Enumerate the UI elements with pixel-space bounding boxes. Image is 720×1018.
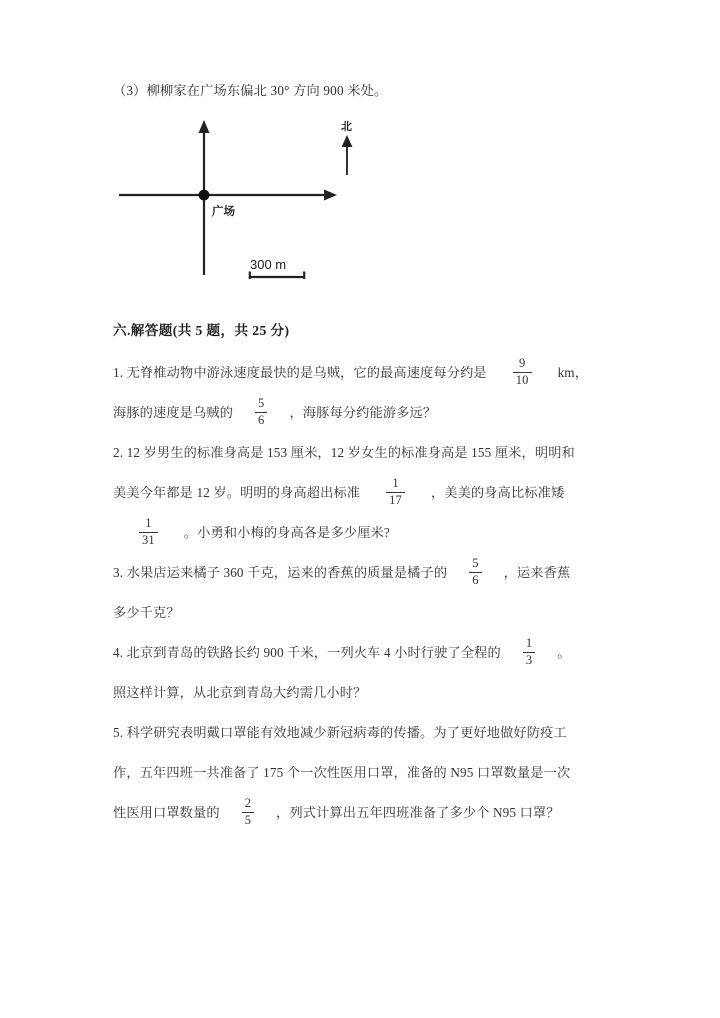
- vertical-axis-arrow-head: [199, 120, 210, 133]
- problem-text: 3. 水果店运来橘子 360 千克，运来的香蕉的质量是橘子的: [113, 565, 448, 581]
- section-heading: 六.解答题(共 5 题，共 25 分): [113, 323, 290, 339]
- problem-text: 2. 12 岁男生的标准身高是 153 厘米，12 岁女生的标准身高是 155 厘米，明明和: [113, 445, 575, 461]
- fraction-numerator: 9: [518, 356, 526, 371]
- problem-text: 4. 北京到青岛的铁路长约 900 千米，一列火车 4 小时行驶了全程的: [113, 645, 501, 661]
- problem-text: km，: [557, 365, 589, 381]
- fraction-denominator: 5: [242, 812, 254, 827]
- fraction-denominator: 3: [523, 652, 535, 667]
- problem-5-line: [113, 793, 633, 833]
- fraction-numerator: 1: [392, 476, 399, 491]
- problem-5-line: [113, 713, 633, 753]
- problem-4-line: [113, 633, 633, 673]
- problem-text: 。小勇和小梅的身高各是多少厘米?: [183, 525, 390, 541]
- fraction: [242, 797, 254, 826]
- problem-3-line: [113, 553, 633, 593]
- fraction-numerator: 1: [145, 516, 152, 531]
- problem-text: 作，五年四班一共准备了 175 个一次性医用口罩，准备的 N95 口罩数量是一次: [113, 765, 571, 781]
- fraction-denominator: 31: [139, 532, 158, 547]
- fraction: [513, 357, 532, 386]
- problem-2-line: [113, 433, 633, 473]
- problem-4-line: [113, 673, 633, 713]
- fraction: [386, 477, 405, 506]
- fraction-denominator: 10: [513, 372, 532, 387]
- problem-text: ，运来香蕉: [503, 565, 571, 581]
- problem-text: ，列式计算出五年四班准备了多少个 N95 口罩？: [276, 805, 560, 821]
- fraction-numerator: 1: [525, 636, 533, 651]
- east-arrow-head: [324, 190, 337, 201]
- problem-2-line: [113, 473, 633, 513]
- fraction-numerator: 5: [258, 396, 265, 411]
- fraction: [469, 557, 481, 586]
- question-3-prompt: （3）柳柳家在广场东偏北 30° 方向 900 米处。: [113, 83, 388, 98]
- problem-text: ，海豚每分约能游多远？: [289, 405, 437, 421]
- problem-2-line: [113, 513, 633, 553]
- north-label: 北: [341, 121, 352, 134]
- page-content: [113, 78, 633, 833]
- problem-text: 照这样计算，从北京到青岛大约需几小时？: [113, 685, 367, 701]
- problem-5-line: [113, 753, 633, 793]
- fraction-denominator: 6: [469, 572, 481, 587]
- origin-label: 广场: [212, 206, 235, 219]
- problem-text: 1. 无脊椎动物中游泳速度最快的是乌贼，它的最高速度每分约是: [113, 365, 487, 381]
- direction-map-svg: [119, 103, 449, 293]
- problem-text: 。: [557, 645, 571, 661]
- problem-1-line: [113, 393, 633, 433]
- fraction: [255, 397, 267, 426]
- problem-3-line: [113, 593, 633, 633]
- problem-text: 海豚的速度是乌贼的: [113, 405, 234, 421]
- origin-dot: [199, 190, 210, 201]
- fraction: [139, 517, 158, 546]
- problem-text: 美美今年都是 12 岁。明明的身高超出标准: [113, 485, 361, 501]
- problem-text: 性医用口罩数量的: [113, 805, 220, 821]
- direction-map-figure: [119, 103, 449, 293]
- problem-list: [113, 353, 633, 833]
- problem-text: 5. 科学研究表明戴口罩能有效地减少新冠病毒的传播。为了更好地做好防疫工: [113, 725, 567, 741]
- problem-text: ，美美的身高比标准矮: [430, 485, 565, 501]
- problem-text: 多少千克？: [113, 605, 180, 621]
- fraction-numerator: 2: [244, 796, 252, 811]
- fraction-numerator: 5: [472, 556, 479, 571]
- scale-label: 300 m: [250, 257, 287, 273]
- fraction-denominator: 6: [255, 412, 267, 427]
- compass-arrow-head: [342, 135, 353, 147]
- fraction: [523, 637, 535, 666]
- fraction-denominator: 17: [386, 492, 405, 507]
- problem-1-line: [113, 353, 633, 393]
